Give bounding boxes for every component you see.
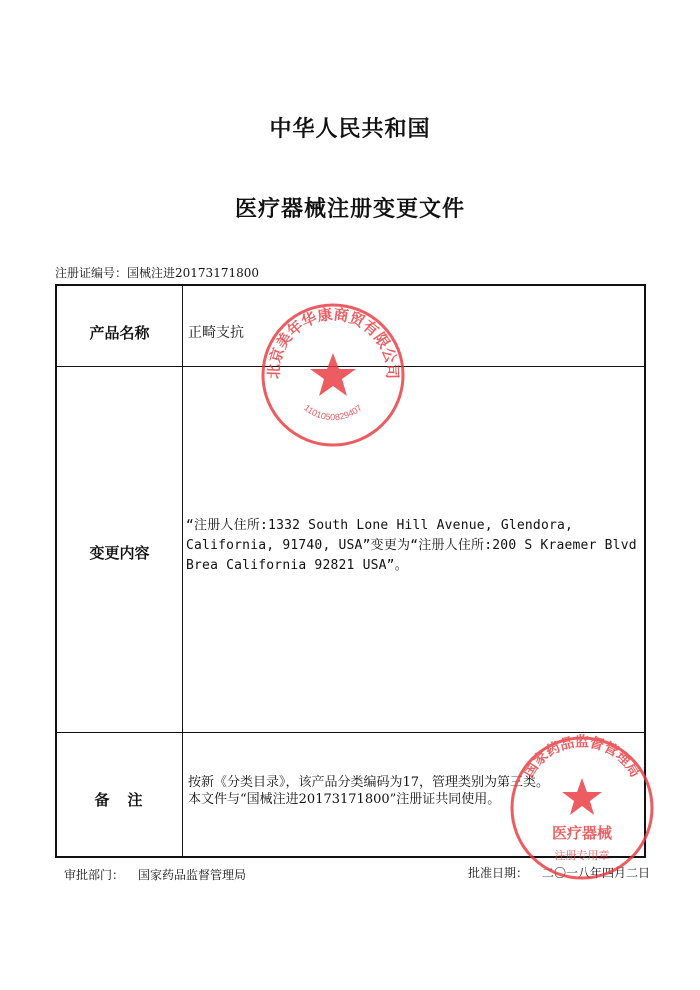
document-subtitle: 医疗器械注册变更文件 [234, 196, 465, 222]
approval-department [64, 866, 246, 883]
approval-department-name: 国家药品监督管理局 [138, 868, 247, 882]
registration-number: 国械注进20173171800 [127, 266, 259, 280]
product-name-value: 正畸支抗 [188, 325, 244, 341]
document-title: 中华人民共和国 [269, 116, 431, 142]
remarks-line-2: 本文件与“国械注进20173171800”注册证共同使用。 [188, 792, 501, 807]
approval-date-value: 二〇一八年四月二日 [541, 866, 650, 880]
table-row-divider [57, 366, 644, 367]
remarks-line-1: 按新《分类目录》，该产品分类编码为17，管理类别为第三类。 [188, 775, 550, 790]
authority-seal-center-text: 医疗器械 [551, 824, 613, 842]
remarks-value [188, 774, 643, 808]
authority-seal-bottom-text: 注册专用章 [554, 849, 610, 862]
table-column-divider [182, 286, 183, 856]
approval-date-label: 批准日期： [467, 866, 528, 880]
product-name-label: 产品名称 [89, 324, 150, 342]
change-content-label: 变更内容 [89, 544, 150, 562]
remarks-label: 备注 [94, 791, 161, 809]
registration-number-line [55, 264, 259, 281]
company-seal-name-text: 北京美年华康商贸有限公司 [264, 305, 402, 380]
approval-department-label: 审批部门： [64, 868, 125, 882]
registration-label: 注册证编号： [55, 266, 128, 280]
table-row-divider [57, 732, 644, 733]
authority-seal-name-text: 国家药品监督管理局 [520, 734, 644, 781]
change-content-value: “注册人住所:1332 South Lone Hill Avenue, Glendora, California, 91740, USA”变更为“注册人住所:200 S Kraemer Blvd Brea California 92821 USA”。 [186, 518, 637, 573]
approval-date [468, 864, 650, 881]
company-seal-number: 1101050829407 [302, 402, 364, 423]
change-record-table [55, 284, 646, 858]
